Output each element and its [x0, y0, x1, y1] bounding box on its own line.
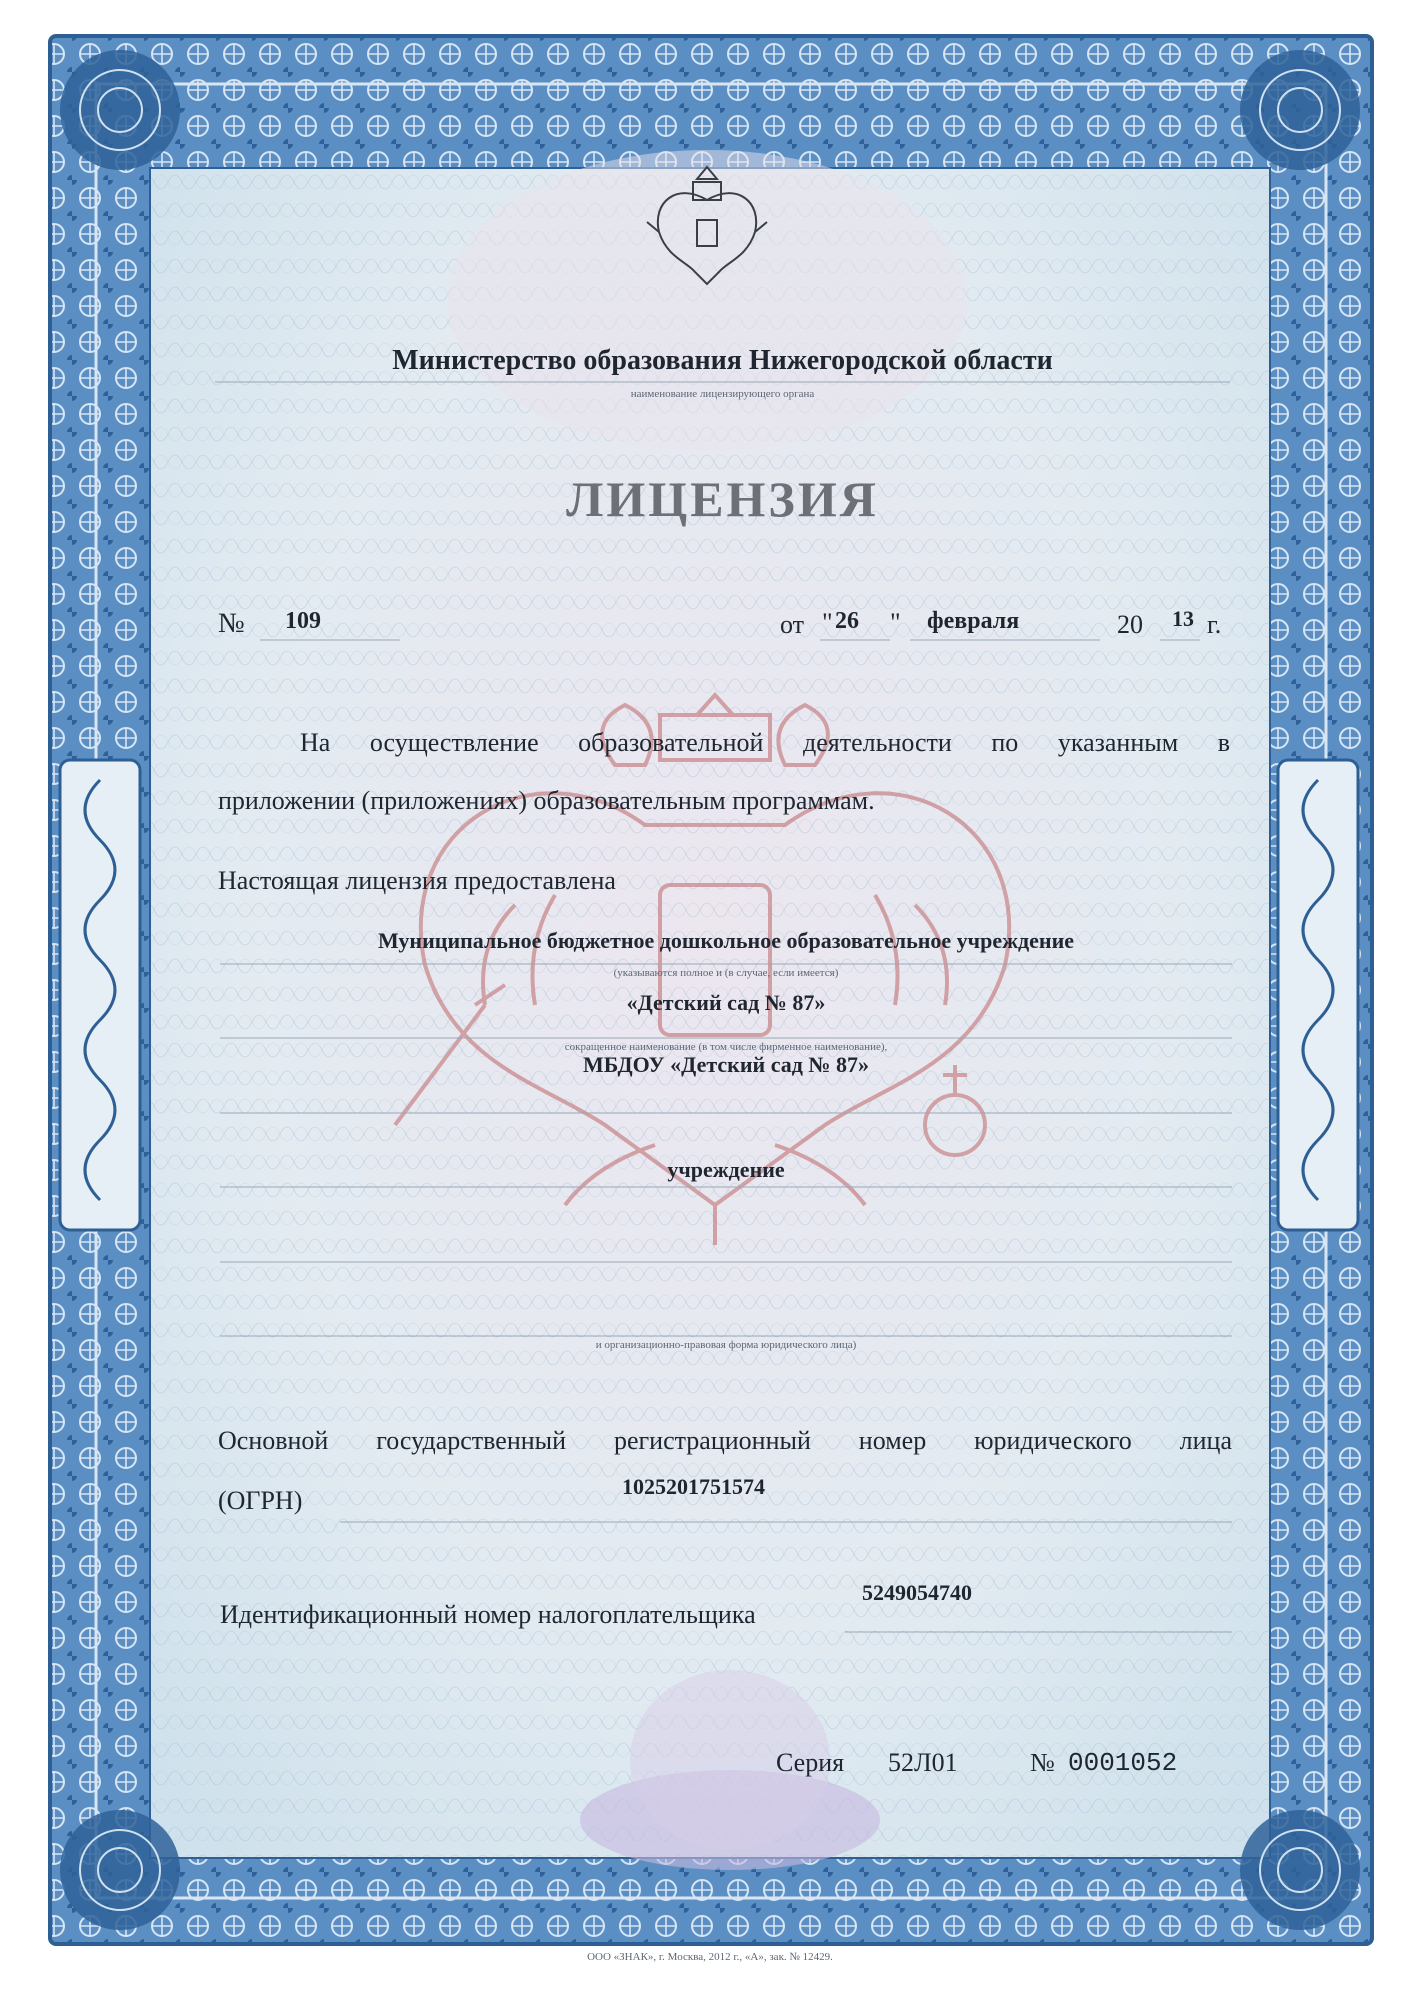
printer-info: ООО «ЗНАК», г. Москва, 2012 г., «А», зак. № 12429.: [587, 1951, 833, 1963]
date-open-quote: ": [822, 608, 833, 637]
license-number-prefix: №: [218, 608, 245, 639]
licensing-authority-caption: наименование лицензирующего органа: [630, 388, 815, 400]
license-number: 109: [285, 608, 321, 634]
caption-legal-form: и организационно-правовая форма юридического лица): [595, 1339, 857, 1351]
date-year-suffix: 13: [1172, 606, 1194, 631]
inn-value: 5249054740: [862, 1580, 972, 1605]
date-day: 26: [835, 608, 859, 634]
inn-label: Идентификационный номер налогоплательщика: [220, 1600, 756, 1629]
serial-number: 0001052: [1068, 1748, 1178, 1778]
ogrn-label-line-2: (ОГРН): [218, 1486, 303, 1515]
date-year-unit: г.: [1207, 610, 1222, 639]
licensee-short-name: МБДОУ «Детский сад № 87»: [583, 1052, 869, 1077]
licensee-name-quoted: «Детский сад № 87»: [626, 990, 826, 1015]
date-month: февраля: [927, 608, 1020, 634]
licensee-legal-form: учреждение: [667, 1157, 785, 1182]
caption-short-name: сокращенное наименование (в том числе фирменное наименование),: [564, 1041, 888, 1053]
licensee-full-name: Муниципальное бюджетное дошкольное образовательное учреждение: [377, 928, 1075, 953]
date-close-quote: ": [890, 608, 901, 637]
purpose-line-1: На осуществление образовательной деятельности по указанным в: [300, 728, 1230, 757]
purpose-line-2: приложении (приложениях) образовательным программам.: [218, 786, 875, 815]
document-title: ЛИЦЕНЗИЯ: [566, 471, 879, 527]
series-value: 52Л01: [888, 1748, 958, 1777]
licensing-authority: Министерство образования Нижегородской области: [392, 345, 1053, 376]
ogrn-value: 1025201751574: [622, 1474, 765, 1499]
series-label: Серия: [776, 1748, 845, 1777]
ogrn-label-line-1: Основной государственный регистрационный номер юридического лица: [218, 1426, 1232, 1455]
date-year-prefix: 20: [1117, 610, 1143, 639]
serial-prefix: №: [1030, 1748, 1055, 1777]
granted-to-label: Настоящая лицензия предоставлена: [218, 866, 616, 895]
caption-full-name: (указываются полное и (в случае, если имеется): [613, 967, 839, 979]
date-prefix: от: [780, 610, 805, 639]
